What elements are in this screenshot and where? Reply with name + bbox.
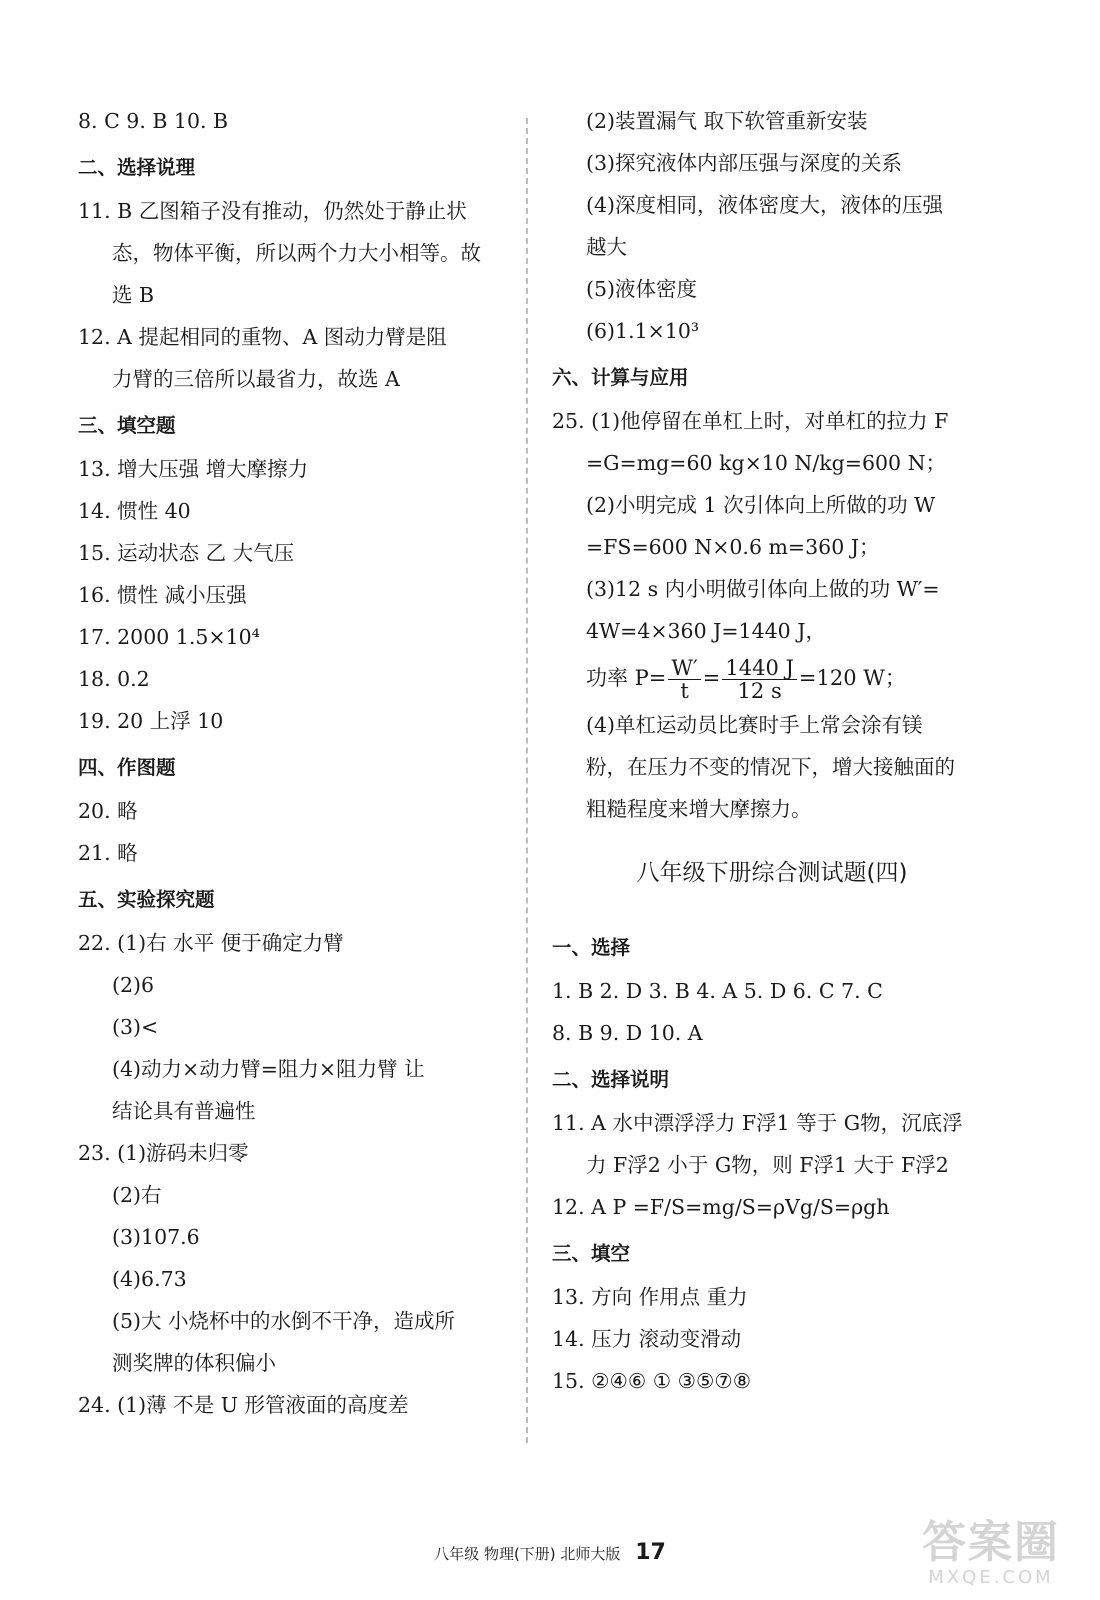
answer-line: (3)12 s 内小明做引体向上做的功 W′= [586,577,940,601]
answer-line: (3)< [112,1015,159,1039]
watermark-url: MXQE.COM [928,1567,1054,1588]
answer-line: 17. 2000 1.5×10⁴ [78,625,260,649]
watermark-logo [922,1519,1060,1588]
answer-line: 越大 [586,235,627,259]
answer-line: 20. 略 [78,799,138,823]
answer-line: 16. 惯性 减小压强 [78,583,247,607]
answer-line: (4)深度相同，液体密度大，液体的压强 [586,193,944,217]
answer-line: 15. 运动状态 乙 大气压 [78,541,295,565]
answer-line: =G=mg=60 kg×10 N/kg=600 N； [586,451,947,475]
footer-book-info: 八年级 物理(下册) 北师大版 [434,1545,621,1563]
answer-line: (4)动力×动力臂=阻力×阻力臂 让 [112,1057,425,1081]
answer-line: 12. A P =F/S=mg/S=ρVg/S=ρgh [552,1195,890,1219]
fraction-denominator: 12 s [737,679,782,703]
answer-line: 选 B [112,283,155,307]
left-column [78,100,518,1426]
watermark-text: 答案圈 [922,1517,1060,1568]
section-heading: 二、选择说明 [552,1068,670,1091]
answer-line: (5)液体密度 [586,277,698,301]
answer-line: 23. (1)游码未归零 [78,1141,249,1165]
column-divider [526,118,528,1443]
answer-line: 19. 20 上浮 10 [78,709,224,733]
fraction-work-over-time [668,657,700,702]
answer-line: 结论具有普遍性 [112,1099,256,1123]
answer-line: 24. (1)薄 不是 U 形管液面的高度差 [78,1393,409,1417]
answer-line: 13. 增大压强 增大摩擦力 [78,457,309,481]
answer-line: 8. B 9. D 10. A [552,1021,703,1045]
answer-line: (2)6 [112,973,155,997]
equals-sign: = [702,666,721,690]
answer-line: 测奖牌的体积偏小 [112,1351,276,1375]
answer-line: 11. B 乙图箱子没有推动，仍然处于静止状 [78,199,467,223]
right-column [552,100,992,1402]
answer-line: 力臂的三倍所以最省力，故选 A [112,367,400,391]
power-formula-line [552,652,992,704]
answer-line: 粉，在压力不变的情况下，增大接触面的 [586,755,955,779]
answer-line: 4W=4×360 J=1440 J， [586,619,826,643]
section-heading: 六、计算与应用 [552,366,689,389]
fraction-denominator: t [680,679,689,703]
answer-line: 21. 略 [78,841,138,865]
answer-line: 25. (1)他停留在单杠上时，对单杠的拉力 F [552,409,949,433]
section-heading: 五、实验探究题 [78,888,215,911]
page-number: 17 [635,1540,666,1565]
formula-prefix: 功率 P= [586,666,667,690]
fraction-numerator: 1440 J [722,657,797,680]
answer-line: (2)右 [112,1183,162,1207]
answer-line: (6)1.1×10³ [586,319,700,343]
answer-line: 18. 0.2 [78,667,150,691]
section-heading: 三、填空题 [78,414,176,437]
answer-line: (3)探究液体内部压强与深度的关系 [586,151,903,175]
answer-line: 14. 压力 滚动变滑动 [552,1327,742,1351]
section-heading: 一、选择 [552,936,631,959]
section-heading: 三、填空 [552,1242,631,1265]
answer-line: (3)107.6 [112,1225,200,1249]
fraction-values [722,657,797,702]
answer-line: 粗糙程度来增大摩擦力。 [586,797,812,821]
answer-line: (2)装置漏气 取下软管重新安装 [586,109,868,133]
answer-line: 11. A 水中漂浮浮力 F浮1 等于 G物，沉底浮 [552,1111,963,1135]
formula-result: =120 W； [798,666,906,690]
answer-line: 14. 惯性 40 [78,499,191,523]
answer-line: 1. B 2. D 3. B 4. A 5. D 6. C 7. C [552,979,883,1003]
answer-line: 12. A 提起相同的重物、A 图动力臂是阻 [78,325,447,349]
test-title: 八年级下册综合测试题(四) [636,860,908,886]
fraction-numerator: W′ [668,657,700,680]
answer-line: (4)单杠运动员比赛时手上常会涂有镁 [586,713,923,737]
answer-line: 力 F浮2 小于 G物，则 F浮1 大于 F浮2 [586,1153,949,1177]
answer-line: 22. (1)右 水平 便于确定力臂 [78,931,344,955]
answer-line: 8. C 9. B 10. B [78,109,229,133]
answer-line: (4)6.73 [112,1267,187,1291]
answer-line: 态，物体平衡，所以两个力大小相等。故 [112,241,481,265]
answer-line: (2)小明完成 1 次引体向上所做的功 W [586,493,936,517]
answer-line: (5)大 小烧杯中的水倒不干净，造成所 [112,1309,456,1333]
answer-line: =FS=600 N×0.6 m=360 J； [586,535,880,559]
section-heading: 二、选择说理 [78,156,196,179]
section-heading: 四、作图题 [78,756,176,779]
answer-line: 15. ②④⑥ ① ③⑤⑦⑧ [552,1369,752,1393]
answer-line: 13. 方向 作用点 重力 [552,1285,748,1309]
